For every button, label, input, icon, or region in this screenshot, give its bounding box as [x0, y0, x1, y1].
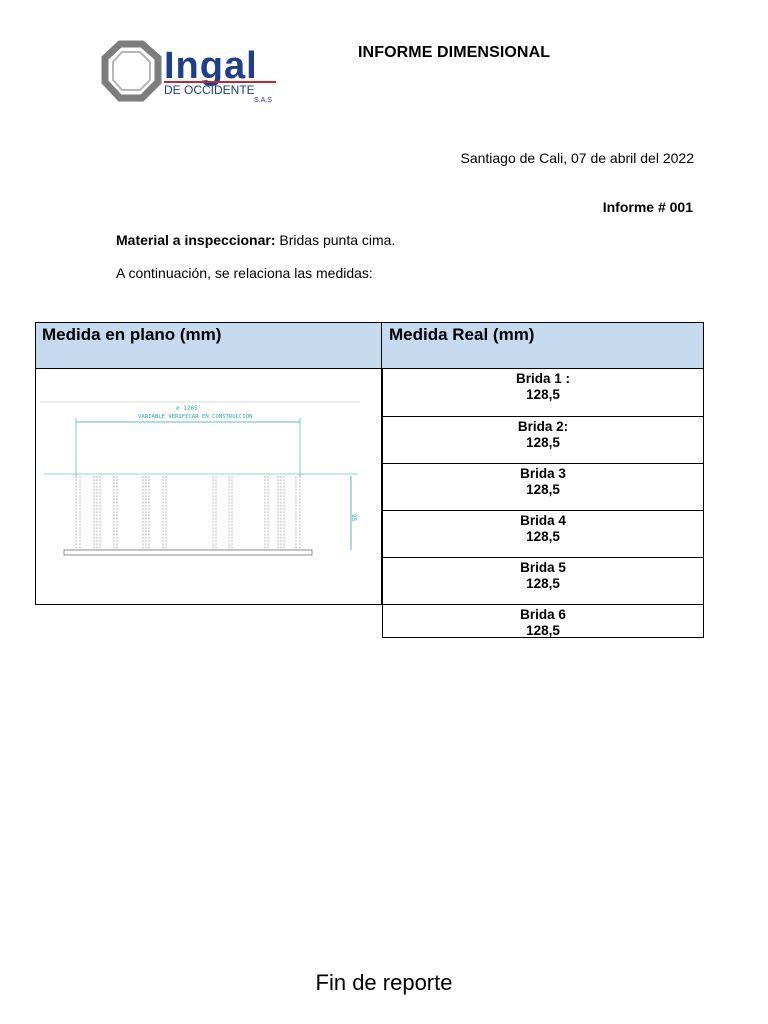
- brida-value: 128,5: [526, 576, 560, 591]
- table-row: [382, 510, 704, 558]
- brida-label: Brida 3: [520, 466, 566, 481]
- logo-graphic: [100, 40, 280, 104]
- technical-drawing: [40, 396, 365, 561]
- brida-value: 128,5: [526, 623, 560, 638]
- brida-label: Brida 4: [520, 513, 566, 528]
- table-row: [382, 557, 704, 605]
- drawing-dimension-top: ∅ 1265: [176, 405, 198, 412]
- material-label: Material a inspeccionar:: [116, 232, 276, 248]
- company-logo: [100, 40, 280, 104]
- table-row: [382, 368, 704, 417]
- intro-text: A continuación, se relaciona las medidas:: [116, 265, 373, 281]
- table-row: [382, 463, 704, 511]
- drawing-dimension-side: 95: [350, 514, 357, 522]
- brida-value: 128,5: [526, 529, 560, 544]
- logo-subtitle-text: DE OCCIDENTE: [164, 83, 255, 97]
- footer-text: Fin de reporte: [315, 970, 453, 995]
- flange-drawing-image: [40, 396, 365, 561]
- place-date: Santiago de Cali, 07 de abril del 2022: [460, 150, 694, 166]
- brida-label: Brida 2:: [517, 419, 569, 434]
- brida-value: 128,5: [526, 387, 560, 402]
- table-row: [382, 604, 704, 638]
- column-header-real: Medida Real (mm): [381, 322, 704, 369]
- brida-value: 128,5: [526, 482, 560, 497]
- table-row: [382, 416, 704, 464]
- material-value: Bridas punta cima.: [275, 232, 396, 248]
- logo-suffix-text: S.A.S: [254, 97, 272, 104]
- column-header-plan: Medida en plano (mm): [35, 322, 382, 369]
- material-line: [116, 232, 395, 248]
- logo-brand-text: Ingal: [164, 45, 258, 87]
- document-title: INFORME DIMENSIONAL: [358, 44, 551, 61]
- brida-label: Brida 6: [520, 607, 566, 622]
- drawing-dimension-note: VARIABLE VERIFICAR EN CONSTRUCCION: [138, 414, 253, 420]
- brida-label: Brida 1 :: [515, 371, 570, 386]
- report-number: Informe # 001: [602, 199, 693, 215]
- brida-label: Brida 5: [520, 560, 566, 575]
- brida-value: 128,5: [526, 435, 560, 450]
